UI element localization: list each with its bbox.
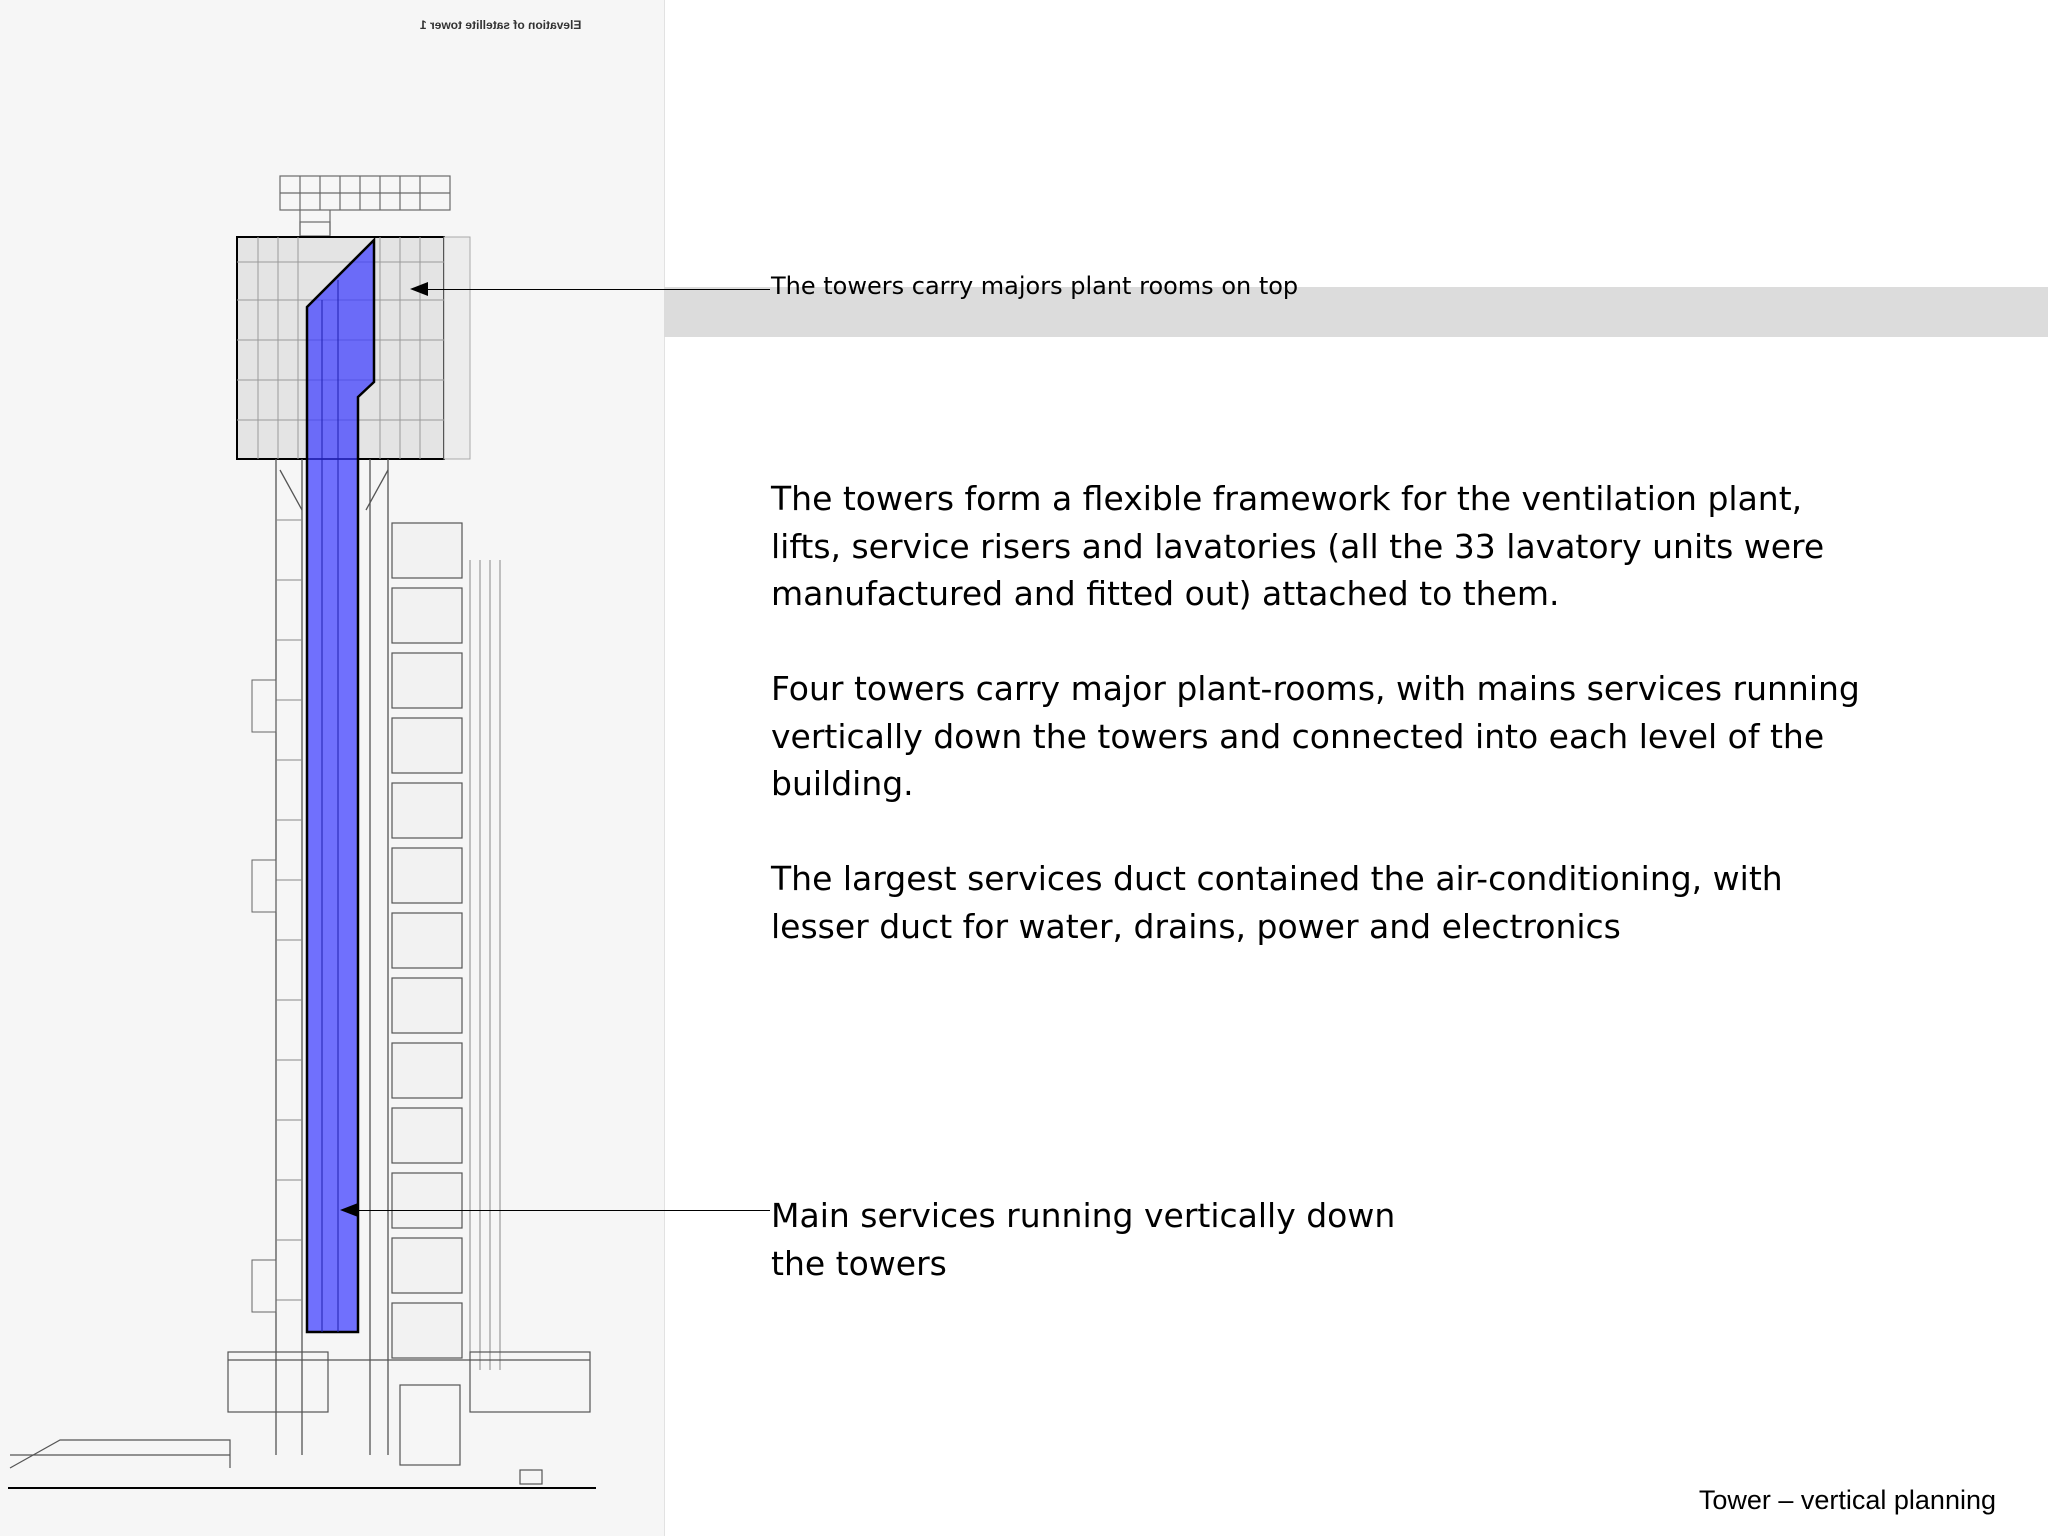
paragraph-ducts (771, 855, 1971, 950)
lavatory-pods (392, 523, 462, 1358)
text-line: vertically down the towers and connected into each level of the (771, 716, 1825, 756)
leader-line-bottom (350, 1210, 770, 1211)
arrow-left-icon (340, 1203, 358, 1217)
lift-car (252, 860, 276, 912)
main-services-label (771, 1192, 1471, 1287)
leader-line-top (420, 289, 770, 290)
lift-car (252, 680, 276, 732)
text-line: lifts, service risers and lavatories (all the 33 lavatory units were (771, 526, 1825, 566)
text-line: The towers form a flexible framework for the ventilation plant, (771, 479, 1803, 518)
elevation-drawing (0, 0, 665, 1536)
text-line: building. (771, 764, 914, 803)
text-line: Four towers carry major plant-rooms, with mains services running (771, 669, 1860, 708)
text-line: lesser duct for water, drains, power and electronics (771, 906, 1621, 946)
paragraph-framework (771, 475, 1971, 618)
text-line: the towers (771, 1243, 947, 1283)
text-line: manufactured and fitted out) attached to them. (771, 574, 1560, 613)
slide-title-footer: Tower – vertical planning (1698, 1485, 1996, 1515)
paragraph-plant-rooms (771, 665, 1971, 808)
lift-car (252, 1260, 276, 1312)
text-line: The largest services duct contained the air-conditioning, with (771, 859, 1783, 898)
tower-elevation-svg (0, 0, 664, 1536)
arrow-left-icon (410, 282, 428, 296)
tower-base (10, 1352, 590, 1484)
text-line: Main services running vertically down (771, 1196, 1396, 1235)
plant-rooms-label: The towers carry majors plant rooms on top (771, 272, 1299, 300)
drawing-caption: Elevation of satellite tower 1 (420, 18, 582, 32)
